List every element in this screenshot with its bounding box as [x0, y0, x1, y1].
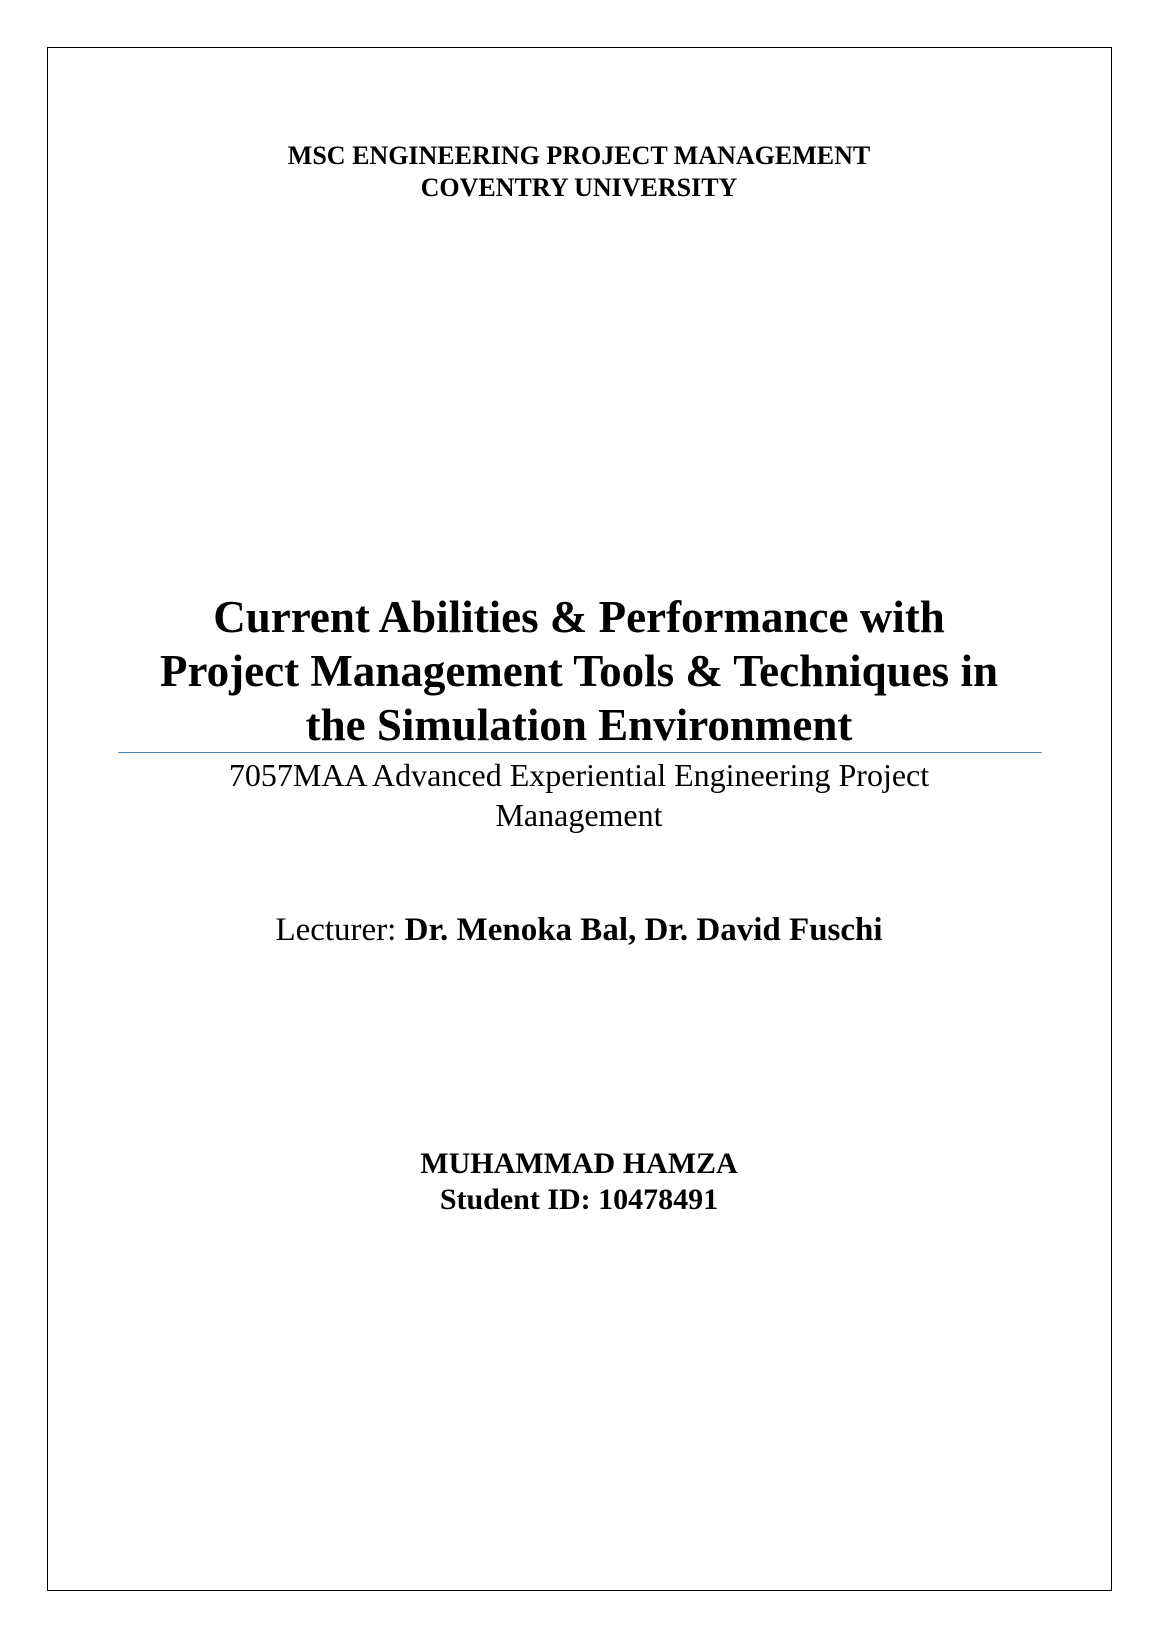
lecturer-names: Dr. Menoka Bal, Dr. David Fuschi [404, 912, 883, 948]
title-divider [118, 752, 1042, 753]
module-subtitle: 7057MAA Advanced Experiential Engineering Project Management [228, 757, 930, 833]
title-line-2: Project Management Tools & Techniques in [160, 646, 998, 696]
lecturer-line [0, 910, 1158, 950]
program-name: MSC ENGINEERING PROJECT MANAGEMENT [287, 141, 871, 170]
author-block [0, 1146, 1158, 1218]
lecturer-label: Lecturer: [275, 912, 405, 948]
student-id: Student ID: 10478491 [439, 1183, 719, 1216]
title-line-3: the Simulation Environment [305, 700, 853, 750]
title-line-1: Current Abilities & Performance with [213, 592, 945, 642]
document-title [0, 590, 1158, 752]
cover-header [0, 140, 1158, 204]
university-name: COVENTRY UNIVERSITY [420, 173, 738, 202]
author-name: MUHAMMAD HAMZA [420, 1147, 738, 1180]
